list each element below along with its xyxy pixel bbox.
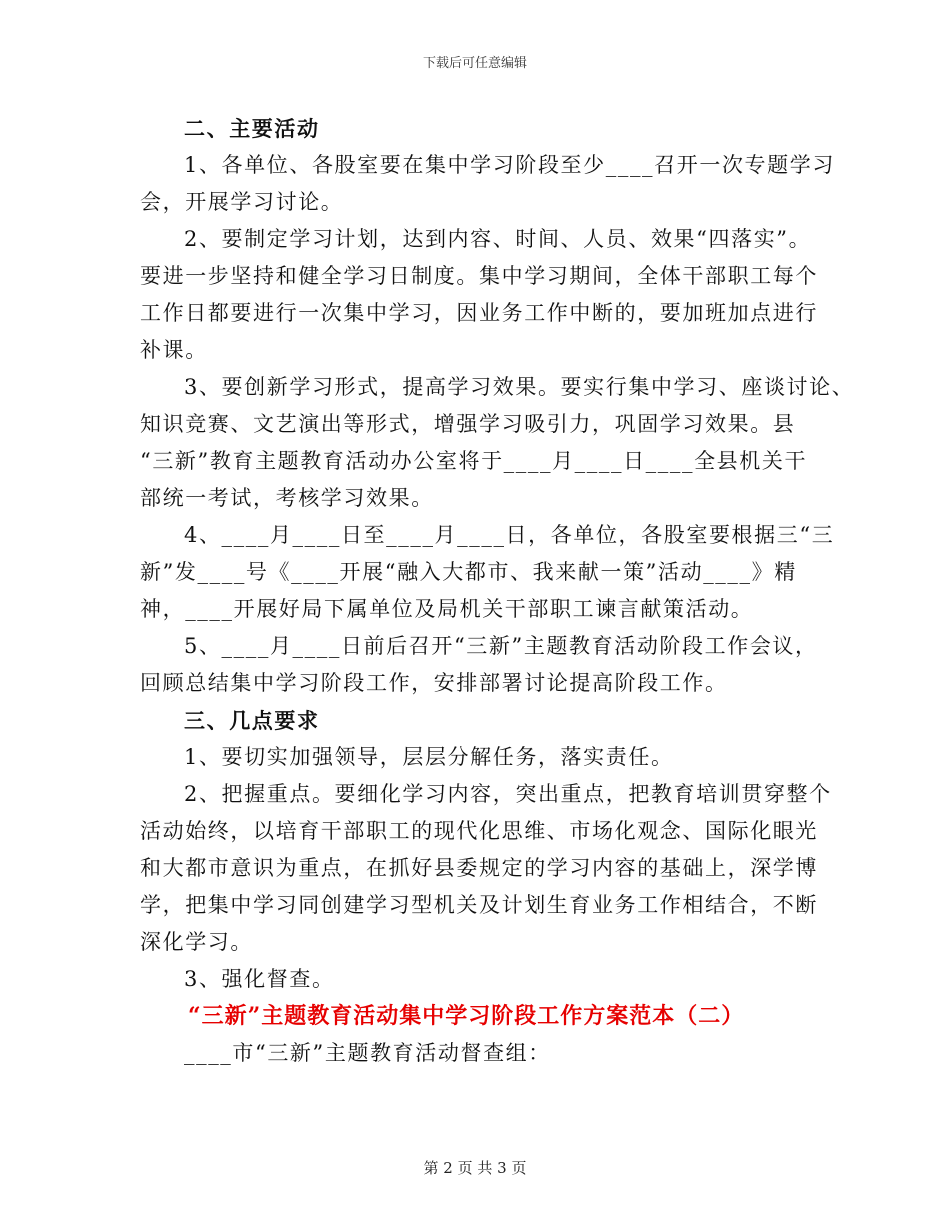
paragraph-line: 3、强化督查。 — [184, 967, 335, 991]
paragraph-line: 和大都市意识为重点，在抓好县委规定的学习内容的基础上，深学博 — [140, 856, 818, 880]
page-header: 下载后可任意编辑 — [422, 56, 527, 71]
paragraph-line: 活动始终，以培育干部职工的现代化思维、市场化观念、国际化眼光 — [140, 819, 818, 843]
paragraph-line: 补课。 — [140, 338, 208, 362]
document-body — [140, 110, 855, 1072]
section-heading: 三、几点要求 — [184, 708, 320, 733]
paragraph-line: 5、____月____日前后召开“三新”主题教育活动阶段工作会议， — [184, 634, 818, 658]
paragraph-line: 深化学习。 — [140, 930, 253, 954]
paragraph-line: 神，____开展好局下属单位及局机关干部职工谏言献策活动。 — [140, 597, 754, 621]
paragraph-line: 要进一步坚持和健全学习日制度。集中学习期间，全体干部职工每个 — [140, 264, 818, 288]
paragraph-line: 2、要制定学习计划，达到内容、时间、人员、效果“四落实”。 — [184, 227, 812, 251]
paragraph-line: 新”发____号《____开展“融入大都市、我来献一策”活动____》精 — [140, 560, 797, 584]
paragraph-line: ____市“三新”主题教育活动督查组： — [184, 1041, 551, 1065]
paragraph-line: 2、把握重点。要细化学习内容，突出重点，把教育培训贯穿整个 — [184, 782, 832, 806]
page-footer: 第 2 页 共 3 页 — [423, 1159, 527, 1177]
paragraph-line: 1、要切实加强领导，层层分解任务，落实责任。 — [184, 745, 674, 769]
paragraph-line: 工作日都要进行一次集中学习，因业务工作中断的，要加班加点进行 — [140, 301, 818, 325]
paragraph-line: “三新”教育主题教育活动办公室将于____月____日____全县机关干 — [140, 449, 808, 473]
paragraph-line: 会，开展学习讨论。 — [140, 190, 344, 214]
document-title: “三新”主题教育活动集中学习阶段工作方案范本（二） — [188, 1003, 745, 1029]
paragraph-line: 3、要创新学习形式，提高学习效果。要实行集中学习、座谈讨论、 — [184, 375, 855, 399]
paragraph-line: 知识竞赛、文艺演出等形式，增强学习吸引力，巩固学习效果。县 — [140, 412, 796, 436]
paragraph-line: 学，把集中学习同创建学习型机关及计划生育业务工作相结合，不断 — [140, 893, 818, 917]
paragraph-line: 部统一考试，考核学习效果。 — [140, 486, 434, 510]
paragraph-line: 回顾总结集中学习阶段工作，安排部署讨论提高阶段工作。 — [140, 671, 728, 695]
paragraph-line: 4、____月____日至____月____日，各单位，各股室要根据三“三 — [184, 523, 835, 547]
section-heading: 二、主要活动 — [184, 116, 320, 141]
paragraph-line: 1、各单位、各股室要在集中学习阶段至少____召开一次专题学习 — [184, 153, 835, 177]
